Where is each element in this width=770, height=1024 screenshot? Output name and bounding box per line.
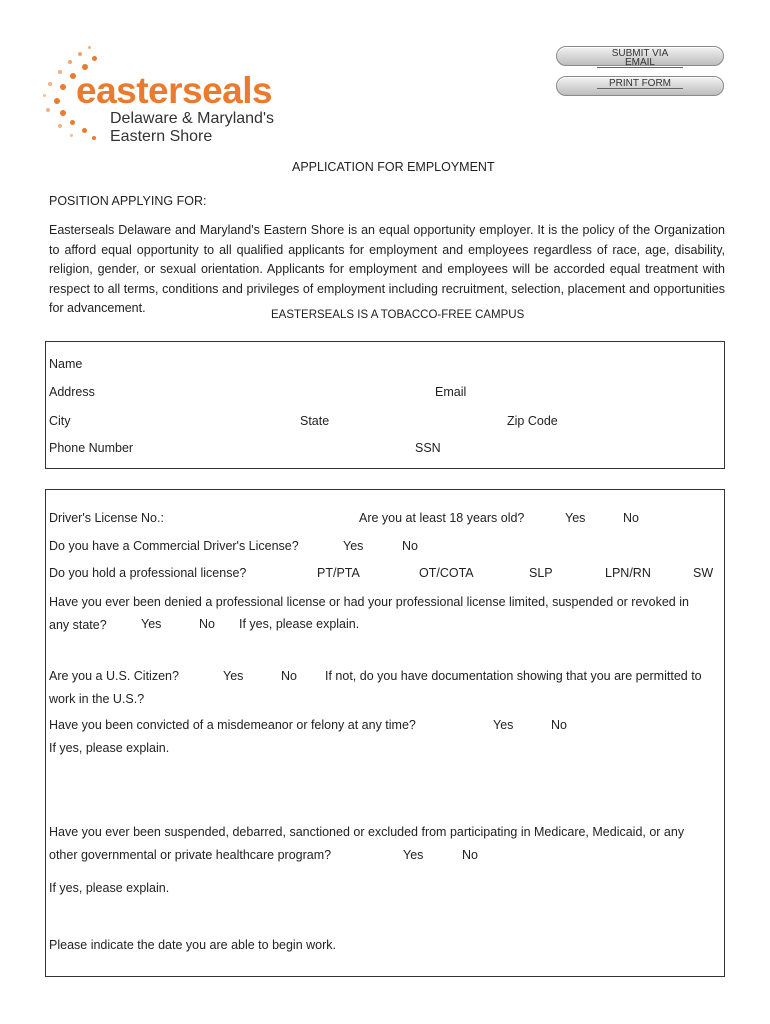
excluded-question-line2: other governmental or private healthcare program? — [49, 848, 332, 862]
excluded-yes[interactable]: Yes — [403, 848, 424, 862]
position-label: POSITION APPLYING FOR: — [49, 194, 207, 208]
logo — [40, 42, 290, 146]
cdl-yes[interactable]: Yes — [343, 539, 364, 553]
citizen-line2: work in the U.S.? — [49, 692, 145, 706]
denied-question-line1: Have you ever been denied a professional license or had your professional license limited, suspended or revoked in — [49, 595, 689, 609]
page-title: APPLICATION FOR EMPLOYMENT — [292, 160, 495, 174]
cdl-no[interactable]: No — [402, 539, 418, 553]
excluded-no[interactable]: No — [462, 848, 478, 862]
license-option-ot[interactable]: OT/COTA — [419, 566, 474, 580]
citizen-yes[interactable]: Yes — [223, 669, 244, 683]
convicted-question: Have you been convicted of a misdemeanor or felony at any time? — [49, 718, 416, 732]
age18-no[interactable]: No — [623, 511, 639, 525]
excluded-explain: If yes, please explain. — [49, 881, 170, 895]
start-date-question: Please indicate the date you are able to begin work. — [49, 938, 336, 952]
questions-section — [45, 489, 725, 977]
denied-explain: If yes, please explain. — [239, 617, 360, 631]
state-label: State — [300, 414, 330, 428]
drivers-license-label: Driver's License No.: — [49, 511, 164, 525]
cdl-question: Do you have a Commercial Driver's License? — [49, 539, 299, 553]
license-option-lpn[interactable]: LPN/RN — [605, 566, 651, 580]
tobacco-notice: EASTERSEALS IS A TOBACCO-FREE CAMPUS — [271, 309, 525, 321]
citizen-no[interactable]: No — [281, 669, 297, 683]
license-option-pt[interactable]: PT/PTA — [317, 566, 360, 580]
submit-button-label: SUBMIT VIA EMAIL — [597, 49, 683, 68]
excluded-question-line1: Have you ever been suspended, debarred, sanctioned or excluded from participating in Medicare, Medicaid, or any — [49, 825, 685, 839]
submit-via-email-button[interactable] — [556, 46, 724, 66]
contact-section — [45, 341, 725, 469]
license-option-slp[interactable]: SLP — [529, 566, 553, 580]
print-button-label: PRINT FORM — [597, 79, 683, 89]
zip-label: Zip Code — [507, 414, 558, 428]
logo-line1: Delaware & Maryland's — [110, 110, 275, 127]
logo-line2: Eastern Shore — [110, 128, 213, 145]
phone-label: Phone Number — [49, 441, 134, 455]
logo-brand: easterseals — [76, 70, 273, 111]
ssn-label: SSN — [415, 441, 441, 455]
denied-yes[interactable]: Yes — [141, 617, 162, 631]
print-form-button[interactable] — [556, 76, 724, 96]
citizen-followup: If not, do you have documentation showing that you are permitted to — [325, 669, 702, 683]
license-option-sw[interactable]: SW — [693, 566, 714, 580]
policy-text: Easterseals Delaware and Maryland's Eastern Shore is an equal opportunity employer. It is the policy of the Organization to afford equal opportunity to all qualified applicants for employment and employees regardless of race, age, disability, religion, gender, or sexual orientation. Applicants for employment and employees will be accorded equal treatment with respect to all terms, conditions and privileges of employment including recruitment, selection, placement and opportunities for advancement. — [49, 223, 725, 315]
citizen-question: Are you a U.S. Citizen? — [49, 669, 179, 683]
address-label: Address — [49, 385, 95, 399]
convicted-yes[interactable]: Yes — [493, 718, 514, 732]
age18-question: Are you at least 18 years old? — [359, 511, 525, 525]
convicted-no[interactable]: No — [551, 718, 567, 732]
convicted-explain: If yes, please explain. — [49, 741, 170, 755]
denied-question-line2: any state? — [49, 618, 107, 632]
denied-no[interactable]: No — [199, 617, 215, 631]
age18-yes[interactable]: Yes — [565, 511, 586, 525]
email-label: Email — [435, 385, 467, 399]
city-label: City — [49, 414, 71, 428]
name-label: Name — [49, 357, 83, 371]
prof-license-question: Do you hold a professional license? — [49, 566, 247, 580]
